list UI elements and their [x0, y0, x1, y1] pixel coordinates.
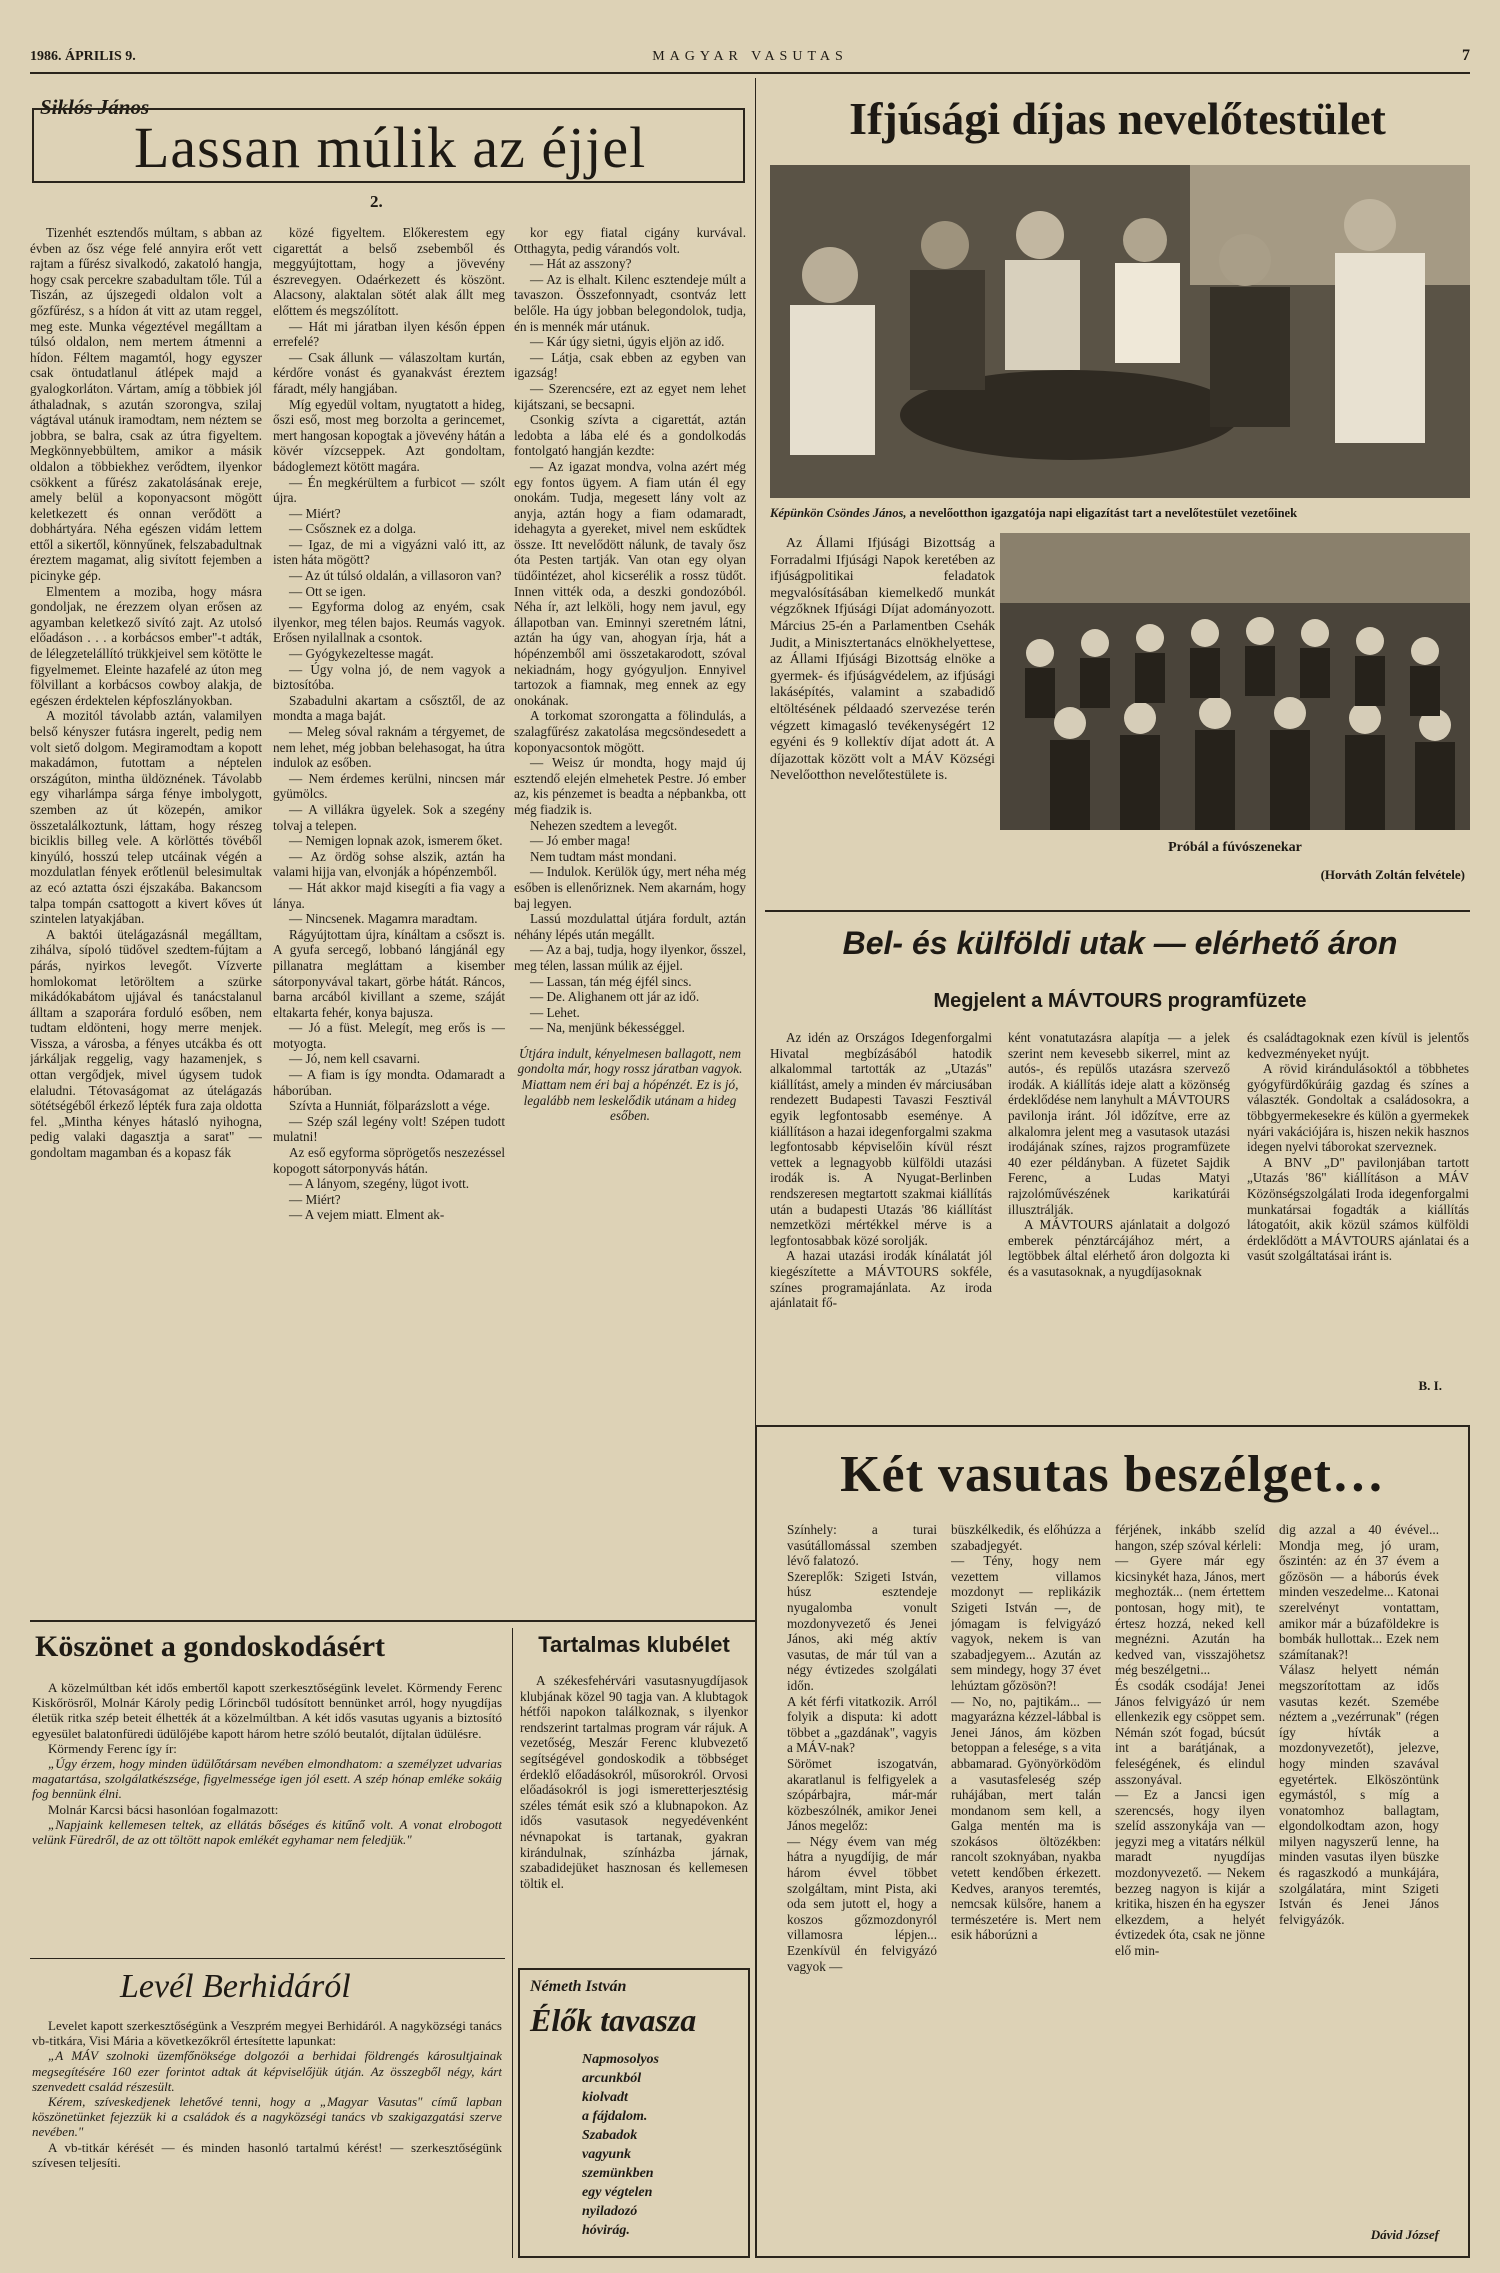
serial-c3-p: — Na, menjünk békességgel. [530, 1020, 685, 1036]
serial-c2-p: — Miért? [289, 505, 341, 521]
serial-c2-p: — Meleg sóval raknám a térgyemet, de nem lehet, még jobban belehasogat, ha útra indulok az esőben. [273, 724, 505, 771]
poem-lines [582, 2050, 742, 2240]
thanks-body [32, 1680, 502, 1955]
serial-c3-p: — Jó ember maga! [530, 833, 631, 849]
talk-box [755, 1425, 1470, 2258]
column-separator [755, 78, 756, 1618]
header-paper-name: MAGYAR VASUTAS [652, 49, 848, 64]
serial-c2-p: — A fiam is így mondta. Odamaradt a háborúban. [273, 1067, 505, 1098]
poem-author: Németh István [530, 1978, 627, 1995]
thanks-quote: „Napjaink kellemesen teltek, az ellátás bőséges és kitűnő volt. A vonat elrobogott velünk Füredről, de az ott töltött napok emlékét egyhamar nem feledjük." [32, 1816, 502, 1848]
serial-c3-p: A torkomat szorongatta a fölindulás, a szalagfűrész zakatolása megcsöndesedett a koponyacsontok mögött. [514, 708, 746, 755]
serial-part-number: 2. [370, 192, 383, 211]
serial-c2-p: — Nincsenek. Magamra maradtam. [289, 911, 478, 927]
brass-band-photo-icon [1000, 533, 1470, 830]
serial-c3-p: — Az a baj, tudja, hogy ilyenkor, ősszel, meg télen, lassan múlik az éjjel. [514, 942, 746, 973]
serial-c3-p: — Az is elhalt. Kilenc esztendeje múlt a tavaszon. Összefonnyadt, csontváz lett belőle. Ha úgy jobban belegondolok, tudja, én is mennék már utánuk. [514, 271, 746, 334]
serial-c2-p: — Csősznek ez a dolga. [289, 521, 417, 537]
travel-p: A rövid kirándulásoktól a többhetes gyógyfürdőkúráig gazdag és színes a választék. Gondoltak a családosokra, a többgyermekesekre és külön a gyermekek nyári vakációjára is, hiszen nekik hasznos idegen nyelvi táborokat szerveznek. [1247, 1061, 1469, 1155]
meeting-photo-icon [770, 165, 1470, 498]
serial-c2-p: — Az út túlsó oldalán, a villasoron van? [289, 568, 502, 584]
poem-line: arcunkból [582, 2071, 642, 2086]
serial-c2-p: — A vejem miatt. Elment ak- [289, 1207, 445, 1223]
header-date: 1986. ÁPRILIS 9. [30, 49, 136, 64]
serial-c2-p: — Ott se igen. [289, 583, 366, 599]
travel-column-1 [770, 1030, 992, 1380]
serial-c3-p: kor egy fiatal cigány kurvával. Otthagyta, pedig várandós volt. [514, 225, 746, 256]
award-caption-1 [770, 506, 1470, 521]
serial-c2-p: — Nemigen lopnak azok, ismerem őket. [289, 833, 503, 849]
serial-c3-p: — Weisz úr mondta, hogy majd új esztendő elején elmehetek Pestre. Jó ember az, kis pénzemet is beadta a népbankba, ott még fiadzik is. [514, 755, 746, 817]
poem-line: Szabadok [582, 2128, 638, 2143]
serial-c2-p: Szívta a Hunniát, fölparázslott a vége. [289, 1098, 491, 1114]
serial-c2-p: — Csak állunk — válaszoltam kurtán, kérdőre vonást és gyanakvást éreztem fáradt, mély hangjában. [273, 349, 505, 396]
letter-title: Levél Berhidáról [120, 1968, 351, 2005]
award-title: Ifjúsági díjas nevelőtestület [849, 93, 1386, 144]
award-caption-1-lead: Képünkön Csöndes János, [770, 506, 907, 520]
letter-quote: „A MÁV szolnoki üzemfőnöksége dolgozói a berhidai földrengés károsultjainak megsegítésére 160 ezer forintot adtak át képviselőjük útján. Az összegből négy, kárt szenvedett család részesült. [32, 2048, 502, 2094]
serial-c2-p: — Úgy volna jó, de nem vagyok a biztosítóba. [273, 661, 505, 693]
poem-line: vagyunk [582, 2147, 631, 2162]
thanks-letter-rule [30, 1958, 505, 1959]
travel-subtitle: Megjelent a MÁVTOURS programfüzete [933, 990, 1307, 1012]
travel-p: A MÁVTOURS ajánlatait a dolgozó emberek pénztárcájához mért, a legtöbbek által elérhető áron dolgozta ki és a vasutasoknak, a nyugdíjasoknak [1008, 1217, 1230, 1279]
poem-line: szemünkben [582, 2166, 654, 2181]
serial-c2-p: — Hát mi járatban ilyen későn éppen errefelé? [273, 318, 505, 350]
club-title: Tartalmas klubélet [538, 1632, 730, 1657]
talk-title: Két vasutas beszélget… [840, 1446, 1385, 1503]
poem-line: a fájdalom. [582, 2109, 648, 2124]
serial-continued: Útjára indult, kényelmesen ballagott, nem gondolta már, hogy rossz járatban vagyok. Miattam nem éri baj a hópénzét. Ez is jó, legalább nem leskelődik utánam a hideg esőben. [517, 1045, 743, 1124]
serial-c2-p: — A lányom, szegény, lügot ivott. [289, 1176, 470, 1192]
serial-c3-p: Nehezen szedtem a levegőt. [530, 817, 678, 833]
serial-c3-p: — Látja, csak ebben az egyben van igazság! [514, 349, 746, 381]
travel-p: Az idén az Országos Idegenforgalmi Hivatal megbízásából hatodik alkalommal tartották az „Utazás" kiállítást, amely a minden év márciusában rendezett Budapesti Tavaszi Fesztivál egyik legfontosabb eseménye. A kiállításon a hazai idegenforgalmi szakma legfontosabb képviselőin kívül részt vettek a legnagyobb külföldi utazási irodák is. A Nyugat-Berlinben rendszeresen megtartott szakmai kiállítás után a budapesti Utazás '86 kiállítást nemzetközi mértékkel mérve is a legfontosabbak közé sorolják. [770, 1030, 992, 1248]
serial-c2-p: — Igaz, de mi a vigyázni való itt, az isten háta mögött? [273, 536, 505, 568]
serial-c3-p: — Kár úgy sietni, úgyis eljön az idő. [530, 334, 725, 350]
letter-p: Levelet kapott szerkesztőségünk a Veszprém megyei Berhidáról. A nagyközségi tanács vb-titkára, Visi Mária a következőkről értesítette lapunkat: [32, 2018, 502, 2049]
serial-column-2 [273, 225, 505, 1620]
club-text: A székesfehérvári vasutasnyugdíjasok klubjának közel 90 tagja van. A klubtagok hétfői napokon találkoznak, s ilyenkor rendszerint tartalmas program vár rájuk. A vezetőség, Meszár Ferenc klubvezető segítségével gondoskodik a többséget érdeklő előadásokról, műsorokról. Orvosi előadásokról is jogi ismeretterjesztésig széles témát esik szó a klubnapokon. Az idős vasutasok negyedévenként névnapokat is tartanak, gyakran kirándulnak, színházba járnak, szabadidejüket hasznosan és kellemesen töltik el. [520, 1673, 748, 1891]
club-body [520, 1673, 748, 1963]
serial-c2-p: — Jó, nem kell csavarni. [289, 1051, 421, 1067]
talk-signature: Dávid József [1370, 2227, 1439, 2242]
serial-c2-p: Az eső egyforma söprögetős neszezéssel kopogott sátorponyvás hátán. [273, 1145, 505, 1176]
poem-line: Napmosolyos [582, 2052, 659, 2067]
serial-c2-p: közé figyeltem. Előkerestem egy cigarettát a belső zsebemből és meggyújtottam, hogy a jövevény észrevegyen. Odaérkezett és köszönt. Alacsony, alaktalan sötét alak állt meg előttem és megszólított. [273, 225, 505, 318]
serial-c2-p: — A villákra ügyelek. Sok a szegény tolvaj a telepen. [273, 801, 505, 833]
serial-c2-p: Míg egyedül voltam, nyugtatott a hideg, őszi eső, most meg borzolta a gerincemet, mert hangosan kopogtak a jövevény hátán a kövér vízcseppek. Azt gondoltam, bádoglemezt kötött magára. [273, 396, 505, 474]
talk-column-4: dig azzal a 40 évével... Mondja meg, jó uram, őszintén: az én 37 évem a gőzösön — a háborús évek minden veszedelme... Katonai szerelvényt vontattam, amikor már a búzaföldekre is bombák hullottak... Ezek nem számítanak?! Válasz helyett némán megszorítottam az idős vasutas kezét. Szemébe néztem a „vezérrunak" (régen így hívták a mozdonyvezetőt), jelezve, hogy minden szavával egyetértek. Elköszöntünk egymástól, s míg a vonatomhoz ballagtam, elgondolkodtam azon, hogy milyen nagyszerű lenne, ha minden vasutas ilyen büszke és ragaszkodó a munkájára, szolgálatára, mint Szigeti István és Jenei János felvigyázók. [1279, 1522, 1439, 1927]
serial-title: Lassan múlik az éjjel [134, 115, 647, 180]
thanks-title: Köszönet a gondoskodásért [35, 1630, 386, 1663]
award-body-text: Az Állami Ifjúsági Bizottság a Forradalmi Ifjúsági Napok keretében az ifjúságpolitikai feladatok megvalósításában kiemelkedő munkát végzőknek Ifjúsági Díjat adományozott. Március 25-én a Parlamentben Csehák Judit, a Minisztertanács elnökhelyettese, az Állami Ifjúsági Bizottság elnöke a gyermek- és ifjúságvédelem, az ifjúsági lakásépítés, valamint a szabadidő eltöltésének példaadó szervezése terén végzett kimagasló tevékenységért 12 egyéni és 9 kollektív díjat adott át. A díjazottak között volt a MÁV Községi Nevelőotthon nevelőtestülete is. [770, 535, 995, 783]
award-photo-band [1000, 533, 1470, 830]
serial-column-3 [514, 225, 746, 1620]
serial-c2-p: — Miért? [289, 1191, 341, 1207]
serial-c1-p2: Elmentem a moziba, hogy másra gondoljak, ne érezzem olyan erősen az agyamban keletkező sivító zajt. Az utolsó előadáson . . . a korbácsos ember"-t adták, de lélegzetelállító trükkjeivel sem kötötte le figyelmemet. Eleinte hazafelé az úton meg fölvillant a korbácsos cowboy alakja, de egészen érdektelen képfoszlányokban. [30, 583, 262, 708]
poem-title: Élők tavasza [530, 2002, 697, 2038]
letter-quote: Kérem, szíveskedjenek lehetővé tenni, hogy a „Magyar Vasutas" című lapban köszönetünket fejezzük ki a családok és a nagyközségi tanács vb szakigazgatási szerve nevében." [32, 2094, 502, 2140]
serial-c2-p: — Én megkérültem a furbicot — szólt újra. [273, 474, 505, 506]
thanks-p: Molnár Karcsi bácsi hasonlóan fogalmazott: [48, 1801, 279, 1817]
travel-p: ként vonatutazásra alapítja — a jelek szerint nem kevesebb sikerrel, mint az autós-, és repülős utazásra szervező irodák. A kiállítás ideje alatt a közönség érdeklődése nem lanyhult a MÁVTOURS pavilonja iránt. Jól időzítve, erre az alkalomra jelent meg a vasutasok utazási irodájának színes, rajzos programfüzete 40 ezer példányban. A füzetet Sajdik Ferenc, a Ludas Matyi rajzolóművészének karikatúrái illusztrálják. [1008, 1030, 1230, 1217]
serial-c2-p: Szabadulni akartam a csősztől, de az mondta a maga baját. [273, 692, 505, 724]
travel-p: A BNV „D" pavilonjában tartott „Utazás '86" kiállításon a MÁV Közönségszolgálati Iroda idegenforgalmi munkatársai fogadták a kiállítás látogatóit, akik közül számos külföldi érdeklődött a MÁVTOURS ajánlatai és a vasút szolgáltatásai iránt is. [1247, 1154, 1469, 1264]
thanks-p: A közelmúltban két idős embertől kapott szerkesztőségünk levelet. Körmendy Ferenc Kiskőrösről, Molnár Károly pedig Lőrincből tudósított bennünket arról, hogy nyugdíjas életük ritka szép beteit élhették át a közelmúltban. A két idős vasutas ugyanis a biztosító egyesület balatonfüredi üdülőjébe kapott három hetre szóló beutalót, díjtalan üdülésre. [32, 1680, 502, 1741]
serial-c1-p3: A mozitól távolabb aztán, valamilyen belső kényszer futásra ingerelt, pedig nem volt siető dolgom. Megiramodtam a kopott makadámon, futottam a néptelen országúton, mintha üldöznének. Távolabb egy viharlámpa sárga fénye imbolygott, szemben az út közepén, amikor összetalálkoztunk, láttam, hogy részeg biciklis billeg vele. A körlöttés tövéből kinyúló, hosszú telep utcáinak végén a mozdulatlan fények erőtlenül belesimultak az ecó aztatta ószi éjszakába. Bakancsom talpa tompán csattogott a kivert kőves út szintelen latyakjában. [30, 708, 262, 927]
travel-p: és családtagoknak ezen kívül is jelentős kedvezményeket nyújt. [1247, 1030, 1469, 1061]
travel-signature: B. I. [1418, 1378, 1442, 1393]
serial-c2-p: — Szép szál legény volt! Szépen tudott mulatni! [273, 1113, 505, 1145]
poem-line: hóvirág. [582, 2223, 630, 2238]
serial-c2-p: — Gyógykezeltesse magát. [289, 646, 434, 662]
page-header [30, 45, 1470, 73]
serial-c3-p: — De. Alighanem ott jár az idő. [530, 989, 700, 1005]
thanks-p: Körmendy Ferenc így ír: [48, 1740, 177, 1756]
serial-c3-p: — Lehet. [530, 1004, 580, 1020]
poem-line: egy végtelen [582, 2185, 653, 2200]
serial-c3-p: — Az igazat mondva, volna azért még egy fontos ügyem. A fiam után él egy onokám. Tudja, megesett lány volt az anyja, aztán hogy a fiam odamaradt, idehagyta a gyereket, mivel nem eskűdtek össze. Itt nevelődött nálunk, de tavaly ősz óta Pesten tartják. Van otan egy olyan tüdőintézet, ahol kicserélik a rossz tüdőt. Innen vitték oda, a deszki gondozóból. Néha ír, azt lelköli, hogy nem javul, egy állapotban van. Eminnyi szeretném látni, aztán ha úgy van, ahogyan írja, hát a hópénzemből ami összetakarodott, szóval nekiadnám, hogy gyógyuljon. Ennyivel tartozok a fiamnak, meg ennek az egy onokának. [514, 458, 746, 708]
header-rule [30, 72, 1470, 74]
header-page-number: 7 [1462, 47, 1470, 64]
award-caption-2: Próbál a fúvószenekar [1168, 840, 1302, 855]
serial-c2-p: — Nem érdemes kerülni, nincsen már gyümölcs. [273, 770, 505, 802]
serial-title-box [32, 108, 745, 183]
serial-c3-p: Lassú mozdulattal útjára fordult, aztán néhány lépés után megállt. [514, 911, 746, 942]
letter-body [32, 2018, 502, 2258]
talk-column-1: Színhely: a turai vasútállomással szemben lévő falatozó. Szereplők: Szigeti István, húsz esztendeje nyugalomba vonult mozdonyvezető és Jenei János, aki még aktív vasutas, de már túl van a négy évtizedes szolgálati időn. A két férfi vitatkozik. Arról folyik a disputa: ki adott többet a „gazdának", vagyis a MÁV-nak? Sörömet iszogatván, akaratlanul is felfigyelek a szópárbajra, már-már közbeszólnék, amikor Jenei János megelőz: — Négy évem van még hátra a nyugdíjig, de már három évvel többet szolgáltam, mint Pista, aki oda sem jutott el, hogy a koszos gőzmozdonyról villamosra lépjen... Ezenkívül én felvigyázó vagyok — [787, 1522, 937, 1974]
award-caption-1-rest: a nevelőotthon igazgatója napi eligazítást tart a nevelőtestület vezetőinek [909, 506, 1298, 520]
serial-c2-p: — Egyforma dolog az enyém, csak ilyenkor, meg télen bajos. Reumás vagyok. Erősen nyilallnak a csontok. [273, 599, 505, 646]
serial-column-1 [30, 225, 262, 1620]
travel-p: A hazai utazási irodák kínálatát jól kiegészítette a MÁVTOURS sokféle, színes programajánlata. Az iroda ajánlatait fő- [770, 1248, 992, 1311]
serial-author: Siklós János [40, 95, 150, 119]
travel-column-3 [1247, 1030, 1469, 1390]
serial-c3-p: Csonkig szívta a cigarettát, aztán ledobta a lába elé és a gondolkodás fontolgató hangján kezdte: [514, 412, 746, 459]
poem-line: kiolvadt [582, 2090, 628, 2105]
bottom-column-separator [512, 1628, 513, 2258]
travel-title: Bel- és külföldi utak — elérhető áron [842, 925, 1398, 961]
serial-c3-p: — Szerencsére, ezt az egyet nem lehet kijátszani, se becsapni. [514, 380, 746, 412]
letter-p: A vb-titkár kérését — és minden hasonló tartalmú kérést! — szerkesztőségünk szívesen teljesíti. [32, 2139, 502, 2170]
serial-c3-p: Nem tudtam mást mondani. [530, 848, 677, 864]
award-photo-meeting [770, 165, 1470, 498]
serial-c2-p: Rágyújtottam újra, kínáltam a csőszt is. A gyufa sercegő, lobbanó lángjánál egy pillanatra megláttam a kisember sátorponyvával takart, görbe hátát. Ráncos, barna arcából kivillant a szeme, száját eltakarta fehér, konya bajusza. [273, 926, 505, 1020]
serial-c3-p: — Hát az asszony? [530, 256, 632, 272]
travel-column-2 [1008, 1030, 1230, 1380]
thanks-quote: „Úgy érzem, hogy minden üdülőtársam nevében elmondhatom: a személyzet udvarias magatartása, szolgálatkészsége, figyelmessége igen jól esett. A szép hónap emléke sokáig fog bennünk élni. [32, 1756, 502, 1802]
talk-column-3: férjének, inkább szelíd hangon, szép szóval kérleli: — Gyere már egy kicsinykét haza, János, mert meghozták... (nem értettem pontosan, hogy mit), te értesz hozzá, neked kell megnézni. Azután ha kedved van, visszajöhetsz még beszélgetni... És csodák csodája! Jenei János felvigyázó úr nem ellenkezik egy csöppet sem. Némán szót fogad, búcsút int a barátjának, a feleségének, és elindul asszonyával. — Ez a Jancsi igen szerencsés, hogy ilyen szelíd asszonykája van — jegyzi meg a vitatárs nélkül maradt nyugdíjas mozdonyvezető. — Nekem bezzeg nagyon is kijár a kritika, hiszen én ha egyszer elkezdem, a helyét évtizedek óta, csak ne jönne elő min- [1115, 1522, 1265, 1959]
talk-column-2: büszkélkedik, és előhúzza a szabadjegyét. — Tény, hogy nem vezettem villamos mozdonyt — replikázik Szigeti István —, de jómagam is felvigyázó vagyok, nekem is van szabadjegyem... Azután az sem mindegy, hogy 37 évet lehúztam gőzösön?! — No, no, pajtikám... — magyarázna kézzel-lábbal is Jenei János, ám közben betoppan a felesége, s a vita abbamarad. Gyönyörködöm a vasutasfeleség szép ruhájában, mert talán mondanom sem kell, a Galga mentén ma is szokásos öltözékben: rancolt szoknyában, nyakba vetett kendőben érkezett. Kedves, aranyos teremtés, nemcsak külsőre, hanem a természetére is. Mert nem esik háborúzni a [951, 1522, 1101, 1943]
serial-c2-p: — Az ördög sohse alszik, aztán ha valami hijja van, elvonják a hópénzemből. [273, 848, 505, 880]
serial-c2-p: — Hát akkor majd kisegíti a fia vagy a lánya. [273, 879, 505, 911]
serial-c3-p: — Lassan, tán még éjfél sincs. [530, 973, 692, 989]
serial-c1-p4: A baktói ütelágazásnál megálltam, zihálva, sípoló tüdővel szedtem-fújtam a párás, nyirkos levegőt. Vízverte homlokomat letöröltem a szürke mikádókabátom ujjával és tanácstalanul álltam a szaporára forduló esőben, nem tudtam eldönteni, hogy merre menjek. Vissza, a városba, a fényes utcákba és ott járkáljak reggelig, vagy hazamenjek, s ottan vergődjek, mivel úgysem tudok elaludni. Tétovaságomat az útelágazás sötétségéből érkező lépték fura zaja oldotta fel. „Mintha kényes hátasló nyihogna, pedig valaki dagasztja a sarat" — gondoltam magamban és a kopasz fák [30, 926, 262, 1161]
serial-c2-p: — Jó a füst. Melegít, meg erős is — motyogta. [273, 1020, 505, 1051]
award-bottom-rule [765, 910, 1470, 912]
poem-line: nyiladozó [582, 2204, 638, 2219]
bottom-section-rule [30, 1620, 755, 1622]
poem-box [518, 1968, 750, 2258]
award-body [770, 535, 995, 890]
serial-c3-p: — Indulok. Kerülök úgy, mert néha még esőben is ellenőriznek. Nem akarnám, hogy baj legyen. [514, 864, 746, 911]
serial-c1-p1: Tizenhét esztendős múltam, s abban az évben az ősz vége felé annyira erőt vett rajtam a fűrész sivalkodó, zakatoló hangja, hogy csak percekre szabadultam tőle. Túl a Tiszán, az újszegedi oldalon volt a gőzfűrész, s a hídon át vitt az utam reggel, meg este. Munka végeztével megálltam a túlsó oldalon, nem mertem átmenni a hídon. Féltem magamtól, hogy egyszer csak öntudatlanul átlépek majd a gyalogkorláton. Vártam, amíg a többiek jól áthaladnak, s azután szorongva, szilaj vágtával utánuk iramodtam, nem néztem se jobbra, se balra, csak az útra figyeltem. Megkönnyebbültem, amikor a másik oldalon a többiekhez verődtem, ilyenkor csökkent a fűrész zakatolásának ereje, amely belül a koponyacsont mögött keletkezett és onnan verődött a dobhártyára. Néha egészen vidám lettem ettől a sikertől, könnyűnek, felszabadultnak éreztem magamat, alig sivított fejemben a picinyke gép. [30, 225, 262, 584]
award-photo-credit: (Horváth Zoltán felvétele) [1320, 867, 1465, 882]
